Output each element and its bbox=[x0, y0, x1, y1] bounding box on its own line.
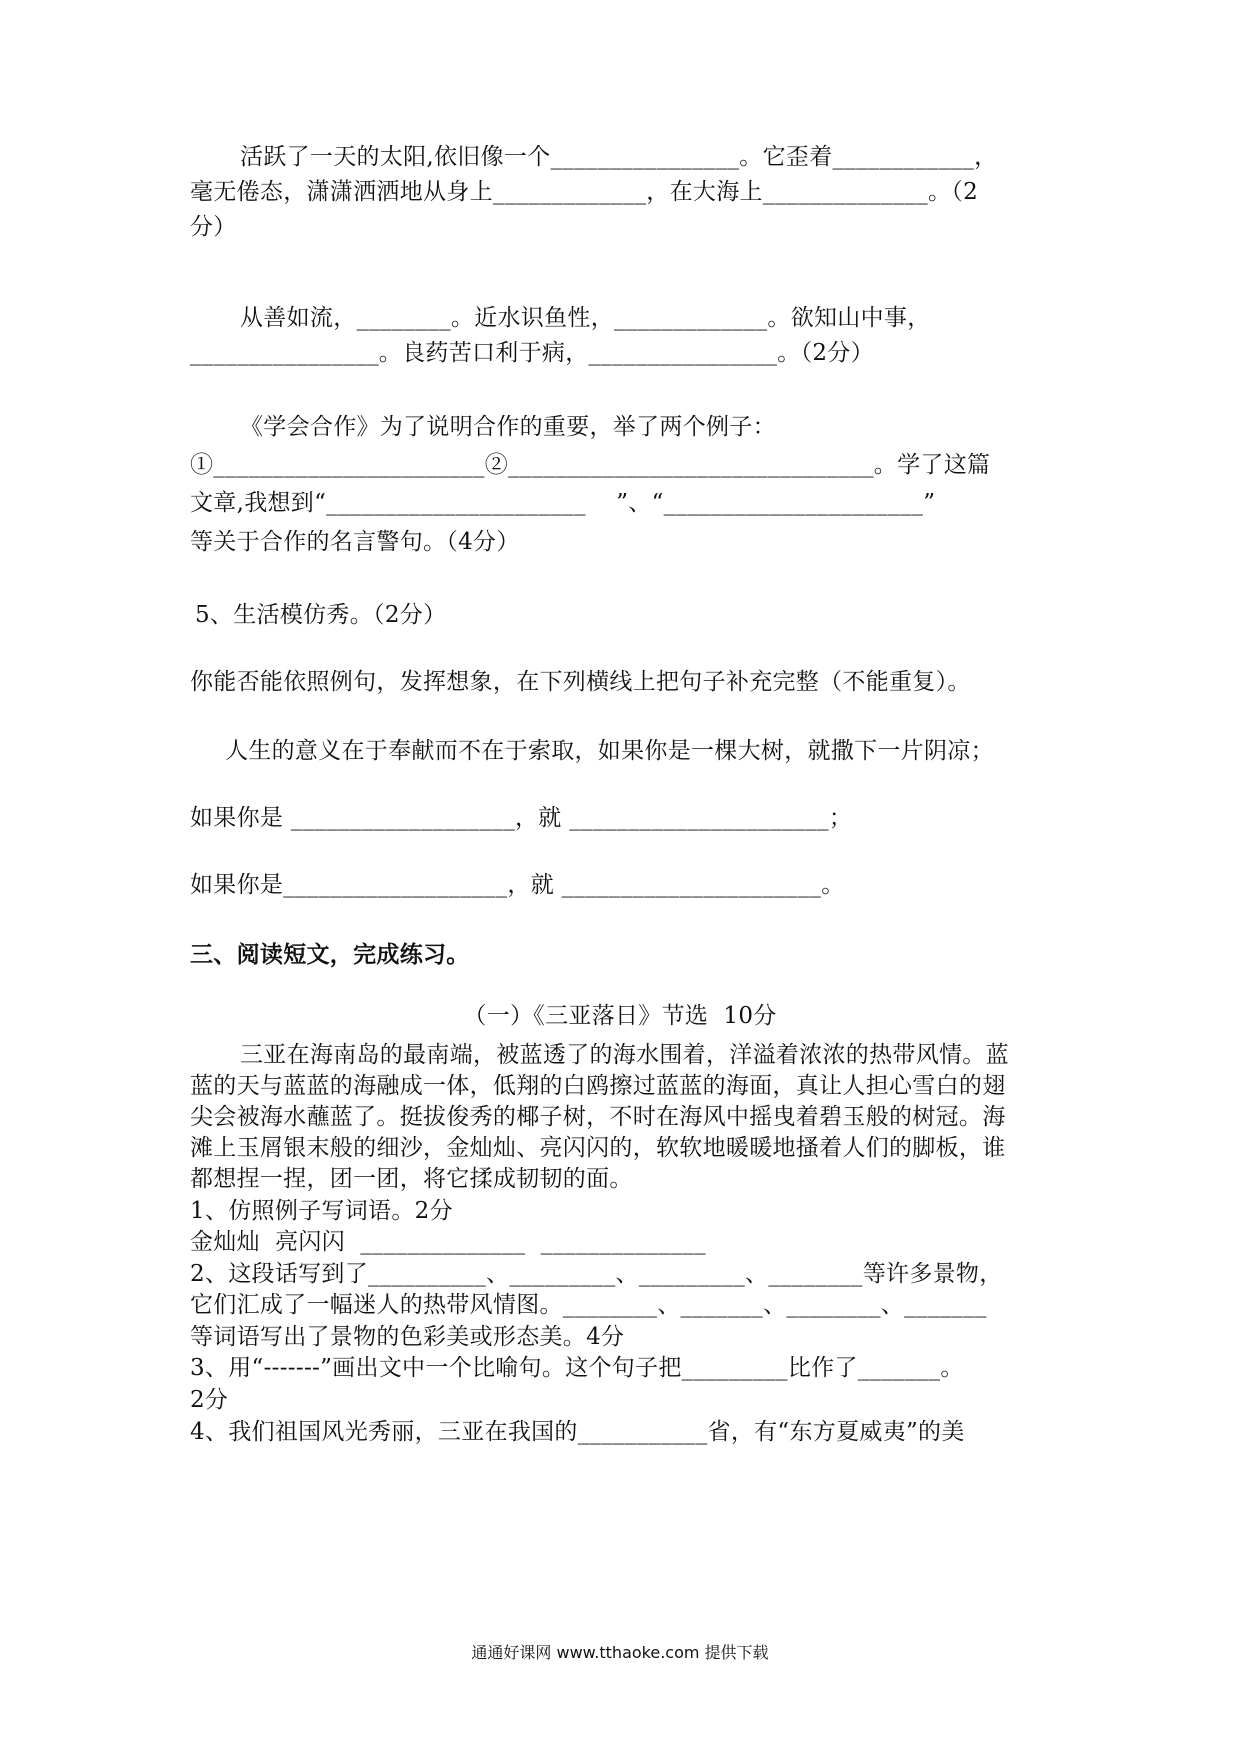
q3-line-4: 等关于合作的名言警句。（4分） bbox=[190, 529, 520, 555]
q3-line-2: ①_______________________②_______________________________。学了这篇 bbox=[190, 452, 991, 478]
q5-instruction: 你能否能依照例句，发挥想象，在下列横线上把句子补充完整（不能重复）。 bbox=[190, 669, 971, 695]
q5-blank-1: 如果你是 ___________________，就 ______________________； bbox=[190, 805, 853, 831]
question-line: 4、我们祖国风光秀丽，三亚在我国的___________省，有“东方夏威夷”的美 bbox=[190, 1419, 965, 1445]
q5-example: 人生的意义在于奉献而不在于索取，如果你是一棵大树，就撒下一片阴凉； bbox=[225, 738, 994, 764]
question-line: 3、用“-------”画出文中一个比喻句。这个句子把_________比作了_______。 bbox=[190, 1355, 964, 1381]
passage-line: 滩上玉屑银末般的细沙，金灿灿、亮闪闪的，软软地暖暖地搔着人们的脚板，谁 bbox=[190, 1135, 1006, 1161]
q5-title: 5、生活模仿秀。（2分） bbox=[195, 602, 447, 628]
q1-line-1: 活跃了一天的太阳,依旧像一个________________。它歪着____________， bbox=[240, 144, 998, 170]
passage-line: 尖会被海水蘸蓝了。挺拔俊秀的椰子树，不时在海风中摇曳着碧玉般的树冠。海 bbox=[190, 1104, 1006, 1130]
footer-credit: 通通好课网 www.tthaoke.com 提供下载 bbox=[471, 1643, 769, 1662]
question-line: 它们汇成了一幅迷人的热带风情图。________、_______、________、_______ bbox=[190, 1292, 987, 1318]
q3-line-1: 《学会合作》为了说明合作的重要，举了两个例子： bbox=[240, 414, 776, 440]
passage-line: 蓝的天与蓝蓝的海融成一体，低翔的白鸥擦过蓝蓝的海面，真让人担心雪白的翅 bbox=[190, 1073, 1006, 1099]
question-line: 2分 bbox=[190, 1387, 229, 1413]
section-3-title: 三、阅读短文，完成练习。 bbox=[190, 942, 470, 968]
passage-line: 三亚在海南岛的最南端，被蓝透了的海水围着，洋溢着浓浓的热带风情。蓝 bbox=[240, 1042, 1009, 1068]
q3-line-3: 文章,我想到“______________________ ”、“______________________” bbox=[190, 490, 936, 516]
q1-line-3: 分） bbox=[190, 214, 237, 240]
q2-line-1: 从善如流，________。近水识鱼性，_____________。欲知山中事， bbox=[240, 305, 931, 331]
passage-line: 都想捏一捏，团一团，将它揉成韧韧的面。 bbox=[190, 1166, 633, 1192]
question-line: 1、仿照例子写词语。2分 bbox=[190, 1198, 453, 1224]
q5-blank-2: 如果你是___________________，就 ______________________。 bbox=[190, 872, 845, 898]
q1-line-2: 毫无倦态，潇潇洒洒地从身上_____________，在大海上______________。（2 bbox=[190, 179, 979, 205]
q2-line-2: ________________。良药苦口利于病，________________。（2分） bbox=[190, 340, 874, 366]
question-line: 金灿灿 亮闪闪 ______________ ______________ bbox=[190, 1229, 706, 1255]
question-line: 等词语写出了景物的色彩美或形态美。4分 bbox=[190, 1324, 625, 1350]
question-line: 2、这段话写到了__________、_________、_________、________等许多景物， bbox=[190, 1261, 1003, 1287]
passage-title: （一）《三亚落日》节选 10分 bbox=[463, 1003, 777, 1029]
